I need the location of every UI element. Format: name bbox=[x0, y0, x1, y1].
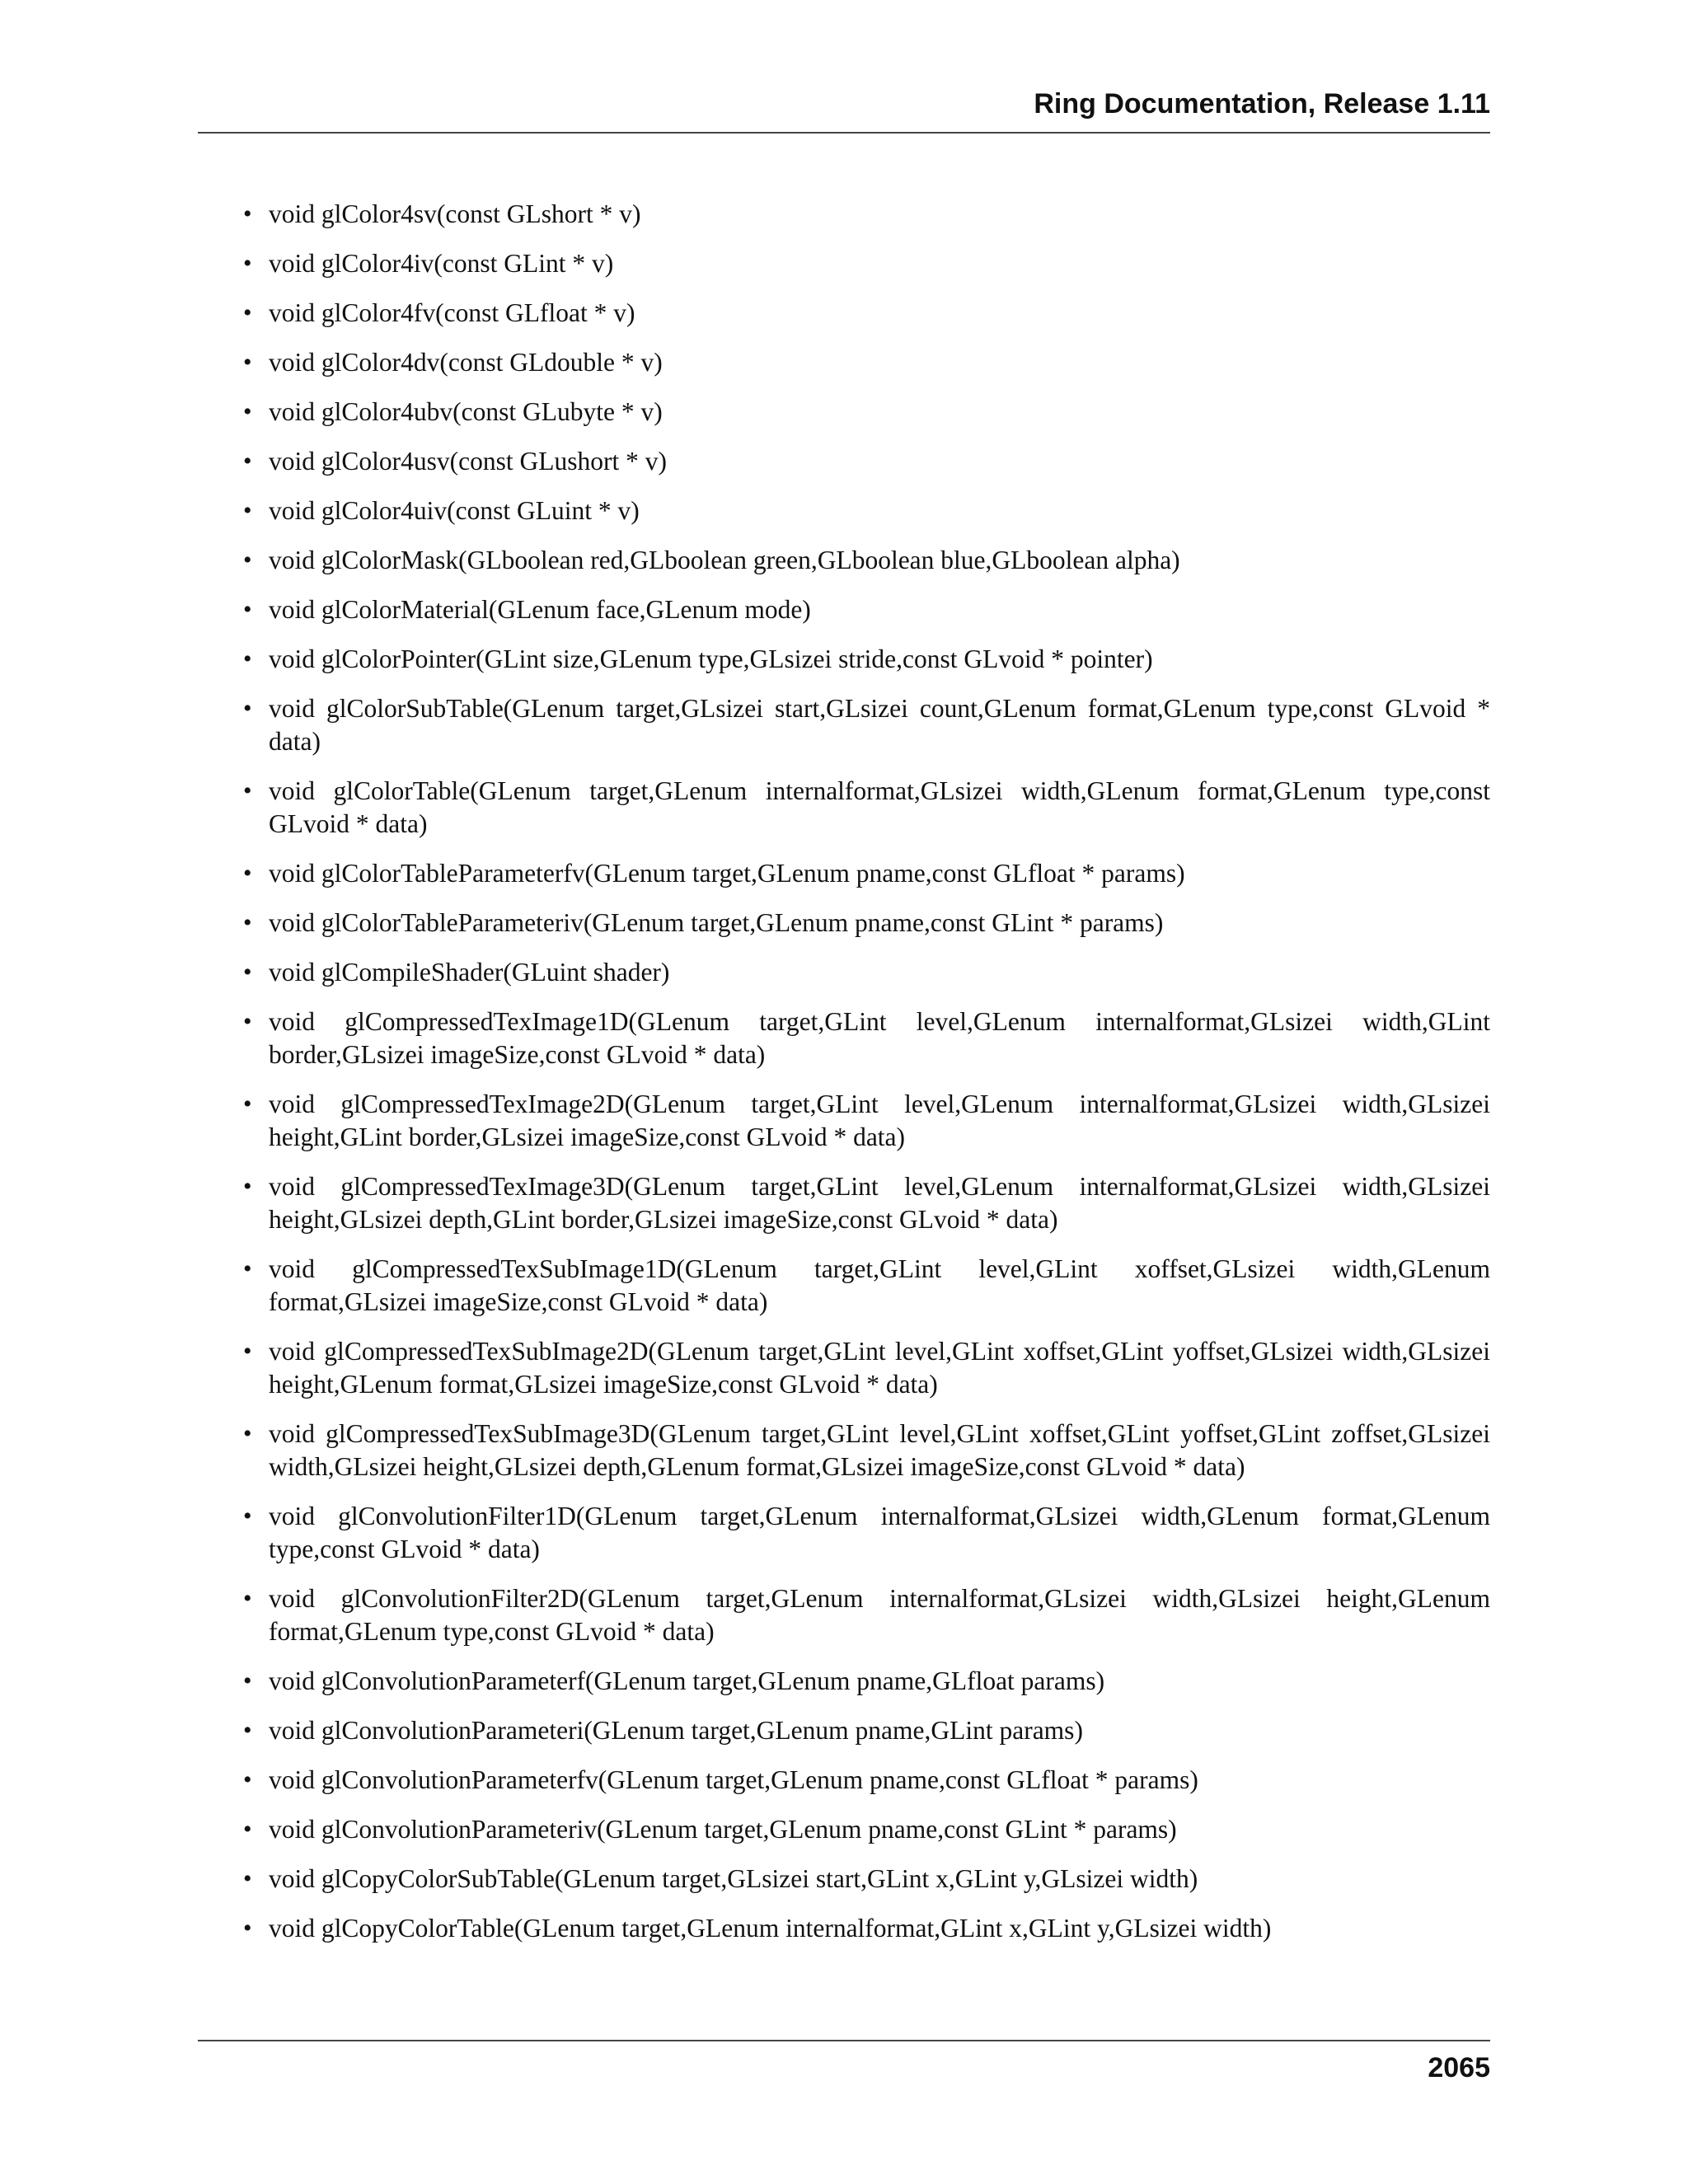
list-item bbox=[198, 297, 1490, 330]
bullet-icon: • bbox=[243, 349, 252, 376]
function-signature: void glConvolutionParameterfv(GLenum target,GLenum pname,const GLfloat * params) bbox=[269, 1765, 1198, 1794]
function-signature: void glColor4uiv(const GLuint * v) bbox=[269, 496, 640, 525]
function-signature: void glCompressedTexImage2D(GLenum target,GLint level,GLenum internalformat,GLsizei width,GLsizei height,GLint border,GLsizei imageSize,const GLvoid * data) bbox=[269, 1090, 1490, 1151]
list-item bbox=[198, 775, 1490, 841]
bullet-icon: • bbox=[243, 546, 252, 574]
function-signature: void glConvolutionParameteriv(GLenum target,GLenum pname,const GLint * params) bbox=[269, 1815, 1177, 1844]
page-header bbox=[198, 89, 1490, 134]
function-signature: void glColorTable(GLenum target,GLenum internalformat,GLsizei width,GLenum format,GLenum type,const GLvoid * data) bbox=[269, 776, 1490, 838]
document-title: Ring Documentation, Release 1.11 bbox=[1034, 88, 1490, 120]
function-list bbox=[198, 198, 1490, 1945]
bullet-icon: • bbox=[243, 596, 252, 623]
list-item bbox=[198, 593, 1490, 626]
function-signature: void glCopyColorSubTable(GLenum target,GLsizei start,GLint x,GLint y,GLsizei width) bbox=[269, 1864, 1198, 1893]
list-item bbox=[198, 247, 1490, 280]
list-item bbox=[198, 494, 1490, 527]
function-signature: void glColorMaterial(GLenum face,GLenum mode) bbox=[269, 595, 811, 624]
list-item bbox=[198, 1764, 1490, 1797]
function-signature: void glConvolutionFilter1D(GLenum target,GLenum internalformat,GLsizei width,GLenum format,GLenum type,const GLvoid * data) bbox=[269, 1502, 1490, 1563]
bullet-icon: • bbox=[243, 1816, 252, 1843]
bullet-icon: • bbox=[243, 250, 252, 277]
list-item bbox=[198, 1665, 1490, 1698]
bullet-icon: • bbox=[243, 1766, 252, 1793]
bullet-icon: • bbox=[243, 497, 252, 524]
list-item bbox=[198, 907, 1490, 940]
list-item bbox=[198, 346, 1490, 379]
bullet-icon: • bbox=[243, 645, 252, 673]
bullet-icon: • bbox=[243, 1717, 252, 1744]
function-signature: void glCompileShader(GLuint shader) bbox=[269, 958, 670, 987]
function-signature: void glCompressedTexImage1D(GLenum target,GLint level,GLenum internalformat,GLsizei width,GLint border,GLsizei imageSize,const GLvoid * data) bbox=[269, 1007, 1490, 1069]
list-item bbox=[198, 1418, 1490, 1483]
function-signature: void glColor4ubv(const GLubyte * v) bbox=[269, 397, 663, 426]
list-item bbox=[198, 643, 1490, 676]
bullet-icon: • bbox=[243, 1090, 252, 1118]
function-signature: void glColor4iv(const GLint * v) bbox=[269, 249, 614, 278]
function-signature: void glColorMask(GLboolean red,GLboolean green,GLboolean blue,GLboolean alpha) bbox=[269, 546, 1180, 574]
function-signature: void glColor4dv(const GLdouble * v) bbox=[269, 348, 663, 377]
bullet-icon: • bbox=[243, 1865, 252, 1892]
list-item bbox=[198, 1170, 1490, 1236]
bullet-icon: • bbox=[243, 398, 252, 425]
bullet-icon: • bbox=[243, 1585, 252, 1612]
bullet-icon: • bbox=[243, 958, 252, 986]
bullet-icon: • bbox=[243, 1173, 252, 1200]
function-signature: void glConvolutionParameteri(GLenum target,GLenum pname,GLint params) bbox=[269, 1716, 1083, 1745]
list-item bbox=[198, 1714, 1490, 1747]
list-item bbox=[198, 1863, 1490, 1896]
page-content bbox=[198, 198, 1490, 1961]
list-item bbox=[198, 1335, 1490, 1401]
list-item bbox=[198, 857, 1490, 890]
bullet-icon: • bbox=[243, 695, 252, 722]
list-item bbox=[198, 396, 1490, 429]
function-signature: void glCompressedTexSubImage3D(GLenum target,GLint level,GLint xoffset,GLint yoffset,GLint zoffset,GLsizei width,GLsizei height,GLsizei depth,GLenum format,GLsizei imageSize,const GLvoid * data) bbox=[269, 1419, 1490, 1481]
list-item bbox=[198, 1582, 1490, 1648]
bullet-icon: • bbox=[243, 1420, 252, 1447]
bullet-icon: • bbox=[243, 299, 252, 326]
list-item bbox=[198, 1813, 1490, 1846]
bullet-icon: • bbox=[243, 1915, 252, 1942]
list-item bbox=[198, 1005, 1490, 1071]
list-item bbox=[198, 956, 1490, 989]
bullet-icon: • bbox=[243, 448, 252, 475]
function-signature: void glConvolutionFilter2D(GLenum target,GLenum internalformat,GLsizei width,GLsizei height,GLenum format,GLenum type,const GLvoid * data) bbox=[269, 1584, 1490, 1646]
function-signature: void glColorTableParameteriv(GLenum target,GLenum pname,const GLint * params) bbox=[269, 908, 1164, 937]
bullet-icon: • bbox=[243, 860, 252, 887]
bullet-icon: • bbox=[243, 200, 252, 227]
list-item bbox=[198, 198, 1490, 231]
bullet-icon: • bbox=[243, 1502, 252, 1530]
function-signature: void glColorTableParameterfv(GLenum target,GLenum pname,const GLfloat * params) bbox=[269, 859, 1185, 888]
list-item bbox=[198, 1253, 1490, 1319]
bullet-icon: • bbox=[243, 1008, 252, 1035]
bullet-icon: • bbox=[243, 1255, 252, 1282]
list-item bbox=[198, 1500, 1490, 1566]
function-signature: void glConvolutionParameterf(GLenum target,GLenum pname,GLfloat params) bbox=[269, 1666, 1105, 1695]
function-signature: void glColor4usv(const GLushort * v) bbox=[269, 447, 667, 476]
page-number: 2065 bbox=[1428, 2052, 1490, 2083]
bullet-icon: • bbox=[243, 1338, 252, 1365]
page-footer bbox=[198, 2040, 1490, 2086]
function-signature: void glCopyColorTable(GLenum target,GLenum internalformat,GLint x,GLint y,GLsizei width) bbox=[269, 1914, 1272, 1943]
function-signature: void glColorSubTable(GLenum target,GLsizei start,GLsizei count,GLenum format,GLenum type,const GLvoid * data) bbox=[269, 694, 1490, 756]
list-item bbox=[198, 544, 1490, 577]
list-item bbox=[198, 1912, 1490, 1945]
list-item bbox=[198, 445, 1490, 478]
bullet-icon: • bbox=[243, 1667, 252, 1694]
list-item bbox=[198, 692, 1490, 758]
function-signature: void glColor4sv(const GLshort * v) bbox=[269, 199, 641, 228]
function-signature: void glCompressedTexSubImage2D(GLenum target,GLint level,GLint xoffset,GLint yoffset,GLsizei width,GLsizei height,GLenum format,GLsizei imageSize,const GLvoid * data) bbox=[269, 1337, 1490, 1399]
bullet-icon: • bbox=[243, 909, 252, 936]
list-item bbox=[198, 1088, 1490, 1154]
bullet-icon: • bbox=[243, 777, 252, 804]
function-signature: void glCompressedTexSubImage1D(GLenum target,GLint level,GLint xoffset,GLsizei width,GLenum format,GLsizei imageSize,const GLvoid * data) bbox=[269, 1254, 1490, 1316]
function-signature: void glColorPointer(GLint size,GLenum type,GLsizei stride,const GLvoid * pointer) bbox=[269, 644, 1153, 673]
function-signature: void glColor4fv(const GLfloat * v) bbox=[269, 298, 635, 327]
function-signature: void glCompressedTexImage3D(GLenum target,GLint level,GLenum internalformat,GLsizei width,GLsizei height,GLsizei depth,GLint border,GLsizei imageSize,const GLvoid * data) bbox=[269, 1172, 1490, 1234]
